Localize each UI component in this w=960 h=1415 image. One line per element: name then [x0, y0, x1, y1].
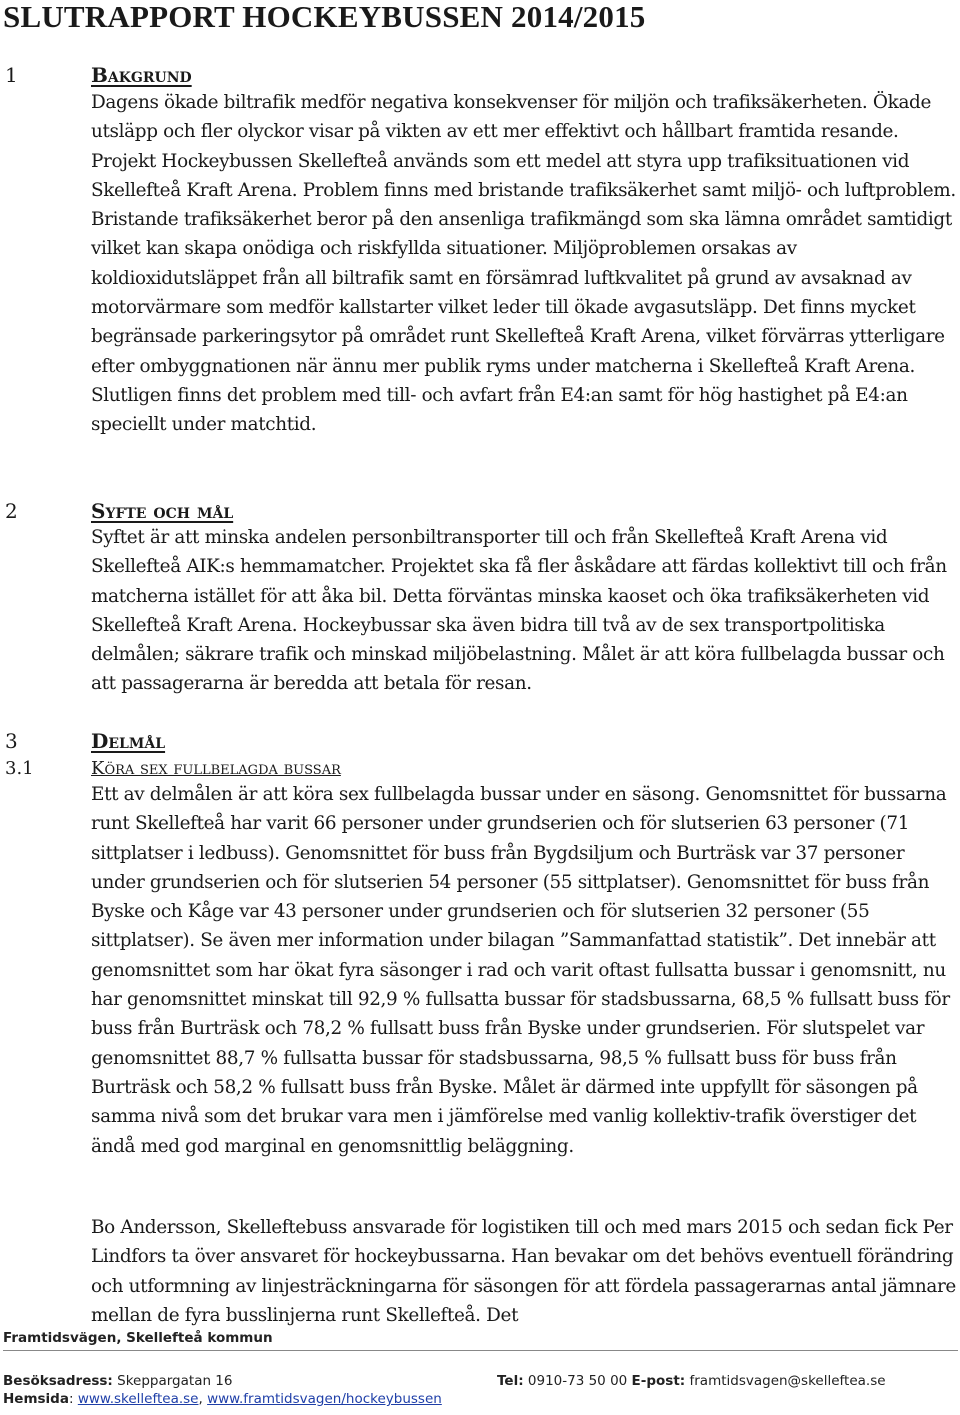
tel-label: Tel: [497, 1373, 524, 1389]
section-title-delmal: Delmål [91, 729, 166, 753]
web-separator: : [68, 1391, 78, 1407]
subsection-paragraph-1: Ett av delmålen är att köra sex fullbelagda bussar under en säsong. Genomsnittet för bussarna runt Skellefteå har varit 66 personer under grundserien och för slutserien 63 personer (71 sittplatser i ledbuss). Genomsnittet för buss från Bygdsiljum och Burträsk var 37 personer under grundserien och för slutserien 54 personer (55 sittplatser). Genomsnittet för buss från Byske och Kåge var 43 personer under grundserien och för slutserien 32 personer (55 sittplatser). Se även mer information under bilagan ”Sammanfattad statistik”. Det innebär att genomsnittet som har ökat fyra säsonger i rad och varit oftast fullsatta bussar i genomsnitt, nu har genomsnittet minskat till 92,9 % fullsatta bussar för stadsbussarna, 68,5 % fullsatt buss för buss från Burträsk och 78,2 % fullsatt buss från Byske under grundserien. För slutspelet var genomsnittet 88,7 % fullsatta bussar för stadsbussarna, 98,5 % fullsatt buss för buss från Burträsk och 58,2 % fullsatt buss från Byske. Målet är därmed inte uppfyllt för säsongen på samma nivå som det brukar vara men i jämförelse med vanlig kollektiv-trafik överstiger det ändå med god marginal en genomsnittlig beläggning. [91, 784, 950, 1157]
footer-contact [497, 1372, 886, 1390]
email-label: E-post: [631, 1373, 686, 1389]
link-hockeybussen[interactable]: www.framtidsvagen/hockeybussen [207, 1391, 442, 1407]
section-title-bakgrund: Bakgrund [91, 63, 192, 87]
visit-value: Skeppargatan 16 [112, 1373, 233, 1389]
web-label: Hemsida [3, 1391, 69, 1407]
footer-organization: Framtidsvägen, Skellefteå kommun [3, 1330, 273, 1346]
email-value: framtidsvagen@skelleftea.se [685, 1373, 886, 1389]
footer-divider [3, 1350, 958, 1351]
section-number: 3 [5, 729, 18, 753]
visit-label: Besöksadress: [3, 1373, 113, 1389]
subsection-number: 3.1 [5, 758, 34, 779]
section-number: 2 [5, 499, 18, 523]
section-number: 1 [5, 63, 18, 87]
subsection-title: Köra sex fullbelagda bussar [91, 758, 341, 779]
subsection-paragraph-2: Bo Andersson, Skelleftebuss ansvarade för logistiken till och med mars 2015 och sedan fick Per Lindfors ta över ansvaret för hockeybussarna. Han bevakar om det behövs eventuell förändring och utformning av linjesträckningarna för säsongen för att fördela passagerarnas antal jämnare mellan de fyra busslinjerna runt Skellefteå. Det [91, 1217, 956, 1326]
footer-website [3, 1390, 442, 1408]
link-separator: , [198, 1391, 208, 1407]
footer-visit-address [3, 1372, 233, 1390]
section-title-syfte: Syfte och mål [91, 499, 234, 523]
section-paragraph-syfte: Syftet är att minska andelen personbiltransporter till och från Skellefteå Kraft Arena vid Skellefteå AIK:s hemmamatcher. Projektet ska få fler åskådare att färdas kollektivt till och från matcherna istället för att åka bil. Detta förväntas minska kaoset och öka trafiksäkerheten vid Skellefteå Kraft Arena. Hockeybussar ska även bidra till två av de sex transportpolitiska delmålen; säkrare trafik och minskad miljöbelastning. Målet är att köra fullbelagda bussar och att passagerarna är beredda att betala för resan. [91, 527, 947, 695]
document-title: SLUTRAPPORT HOCKEYBUSSEN 2014/2015 [3, 0, 646, 34]
tel-value: 0910-73 50 00 [523, 1373, 632, 1389]
link-skelleftea[interactable]: www.skelleftea.se [77, 1391, 199, 1407]
section-paragraph-bakgrund: Dagens ökade biltrafik medför negativa konsekvenser för miljön och trafiksäkerheten. Ökade utsläpp och fler olyckor visar på vikten av ett mer effektivt och hållbart framtida resande. Projekt Hockeybussen Skellefteå används som ett medel att styra upp trafiksituationen vid Skellefteå Kraft Arena. Problem finns med bristande trafiksäkerhet samt miljö- och luftproblem. Bristande trafiksäkerhet beror på den ansenliga trafikmängd som ska lämna området samtidigt vilket kan skapa onödiga och riskfyllda situationer. Miljöproblemen orsakas av koldioxidutsläppet från all biltrafik samt en försämrad luftkvalitet på grund av avsaknad av motorvärmare som medför kallstarter vilket leder till ökade avgasutsläpp. Det finns mycket begränsade parkeringsytor på området runt Skellefteå Kraft Arena, vilket förvärras ytterligare efter ombyggnationen när ännu mer publik ryms under matcherna i Skellefteå Kraft Arena. Slutligen finns det problem med till- och avfart från E4:an samt för hög hastighet på E4:an speciellt under matchtid. [91, 92, 956, 436]
